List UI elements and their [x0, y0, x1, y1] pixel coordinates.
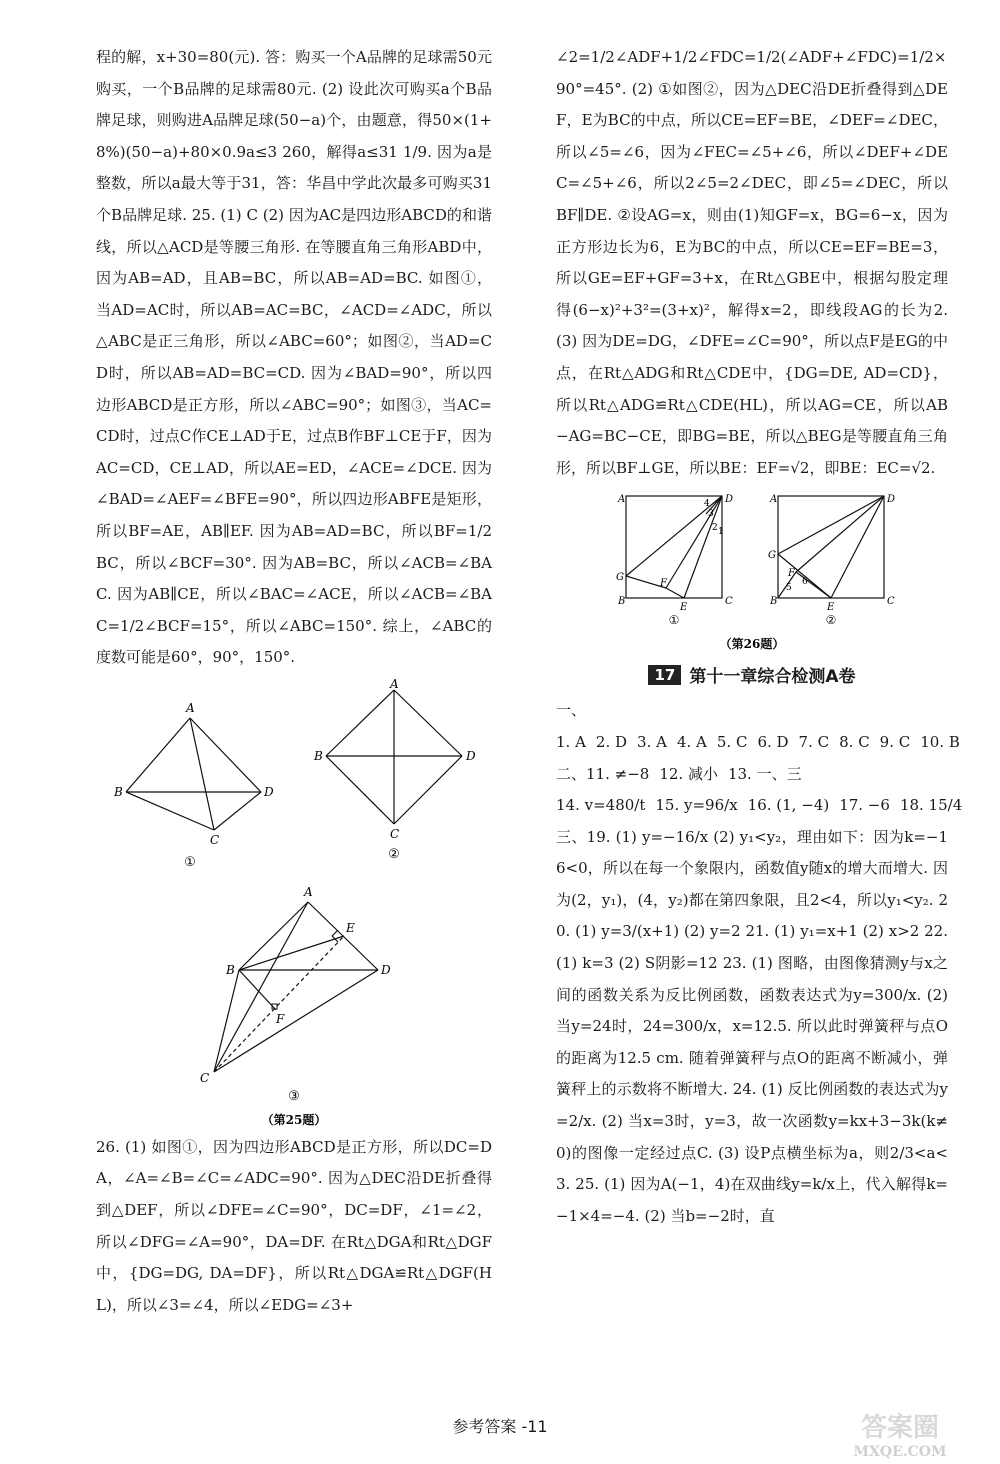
- answer-item: 10. B: [920, 732, 960, 751]
- watermark-logo: [810, 1400, 990, 1460]
- part2-answers: [556, 759, 963, 822]
- answer-item: 14. v=480/t: [556, 796, 646, 815]
- part2-label: 二、: [556, 764, 587, 783]
- svg-text:C: C: [725, 596, 733, 608]
- label-b3: B: [226, 962, 235, 977]
- label-d: D: [264, 784, 274, 799]
- svg-text:G: G: [616, 572, 624, 584]
- answer-item: 9. C: [879, 732, 911, 751]
- answer-text-24-25: 程的解，x+30=80(元). 答：购买一个A品牌的足球需50元购买，一个B品牌的足球需80元. (2) 设此次可购买a个B品牌足球，则购进A品牌足球(50−a)个，由题意，得50×(1+8%)(50−a)+80×0.9a≤3 260，解得a≤31 1/9. 因为a是整数，所以a最大等于31，答：华昌中学此次最多可购买31个B品牌足球. 25. (1) C (2) 因为AC是四边形ABCD的和谐线，所以△ACD是等腰三角形. 在等腰直角三角形ABD中，因为AB=AD，且AB=BC，所以AB=AD=BC. 如图①，当AD=AC时，所以AB=AC=BC，∠ACD=∠ADC，所以△ABC是正三角形，所以∠ABC=60°；如图②，当AD=CD时，所以AB=AD=BC=CD. 因为∠BAD=90°，所以四边形ABCD是正方形，所以∠ABC=90°；如图③，当AC=CD时，过点C作CE⊥AD于E，过点B作BF⊥CE于F，因为AC=CD，CE⊥AD，所以AE=ED，∠ACE=∠DCE. 因为∠BAD=∠AEF=∠BFE=90°，所以四边形ABFE是矩形，所以BF=AE，AB∥EF. 因为AB=AD=BC，所以BF=1/2 BC，所以∠BCF=30°. 因为AB=BC，所以∠ACB=∠BAC. 因为AB∥CE，所以∠BAC=∠ACE，所以∠ACB=∠BAC=1/2∠BCF=15°，所以∠ABC=150°. 综上，∠ABC的度数可能是60°，90°，150°.: [96, 48, 492, 667]
- svg-text:F: F: [788, 568, 795, 580]
- figure-25-1: [126, 718, 261, 830]
- label-e3: E: [346, 920, 355, 935]
- svg-text:D: D: [887, 494, 896, 506]
- svg-text:B: B: [618, 596, 626, 608]
- label-f3: F: [276, 1011, 285, 1026]
- section-header: [556, 662, 948, 687]
- answer-item: 18. 15/4: [899, 796, 963, 815]
- fig26-label-1: ①: [668, 613, 680, 628]
- fig25-label-1: ①: [184, 854, 196, 870]
- answer-item: 17. −6: [839, 796, 890, 815]
- part3-answers: 三、19. (1) y=−16/x (2) y₁<y₂，理由如下：因为k=−16<0，所以在每一个象限内，函数值y随x的增大而增大. 因为(2，y₁)，(4，y₂)都在第四象限，且2<4，所以y₁<y₂. 20. (1) y=3/(x+1) (2) y=2 21. (1) y₁=x+1 (2) x>2 22. (1) k=3 (2) S阴影=12 23. (1) 图略，由图像猜测y与x之间的函数关系为反比例函数，函数表达式为y=300/x. (2) 当y=24时，24=300/x，x=12.5. 所以此时弹簧秤与点O的距离为12.5 cm. 随着弹簧秤与点O的距离不断减小，弹簧秤上的示数将不断增大. 24. (1) 反比例函数的表达式为y=2/x. (2) 当x=3时，y=3，故一次函数y=kx+3−3k(k≠0)的图像一定经过点C. (3) 设P点横坐标为a，则2/3<a<3. 25. (1) 因为A(−1，4)在双曲线y=k/x上，代入解得k=−1×4=−4. (2) 当b=−2时，直: [556, 827, 948, 1225]
- svg-text:G: G: [768, 550, 776, 562]
- label-c: C: [210, 832, 220, 847]
- figure-25-diagrams: [96, 676, 492, 1128]
- answer-item: 13. 一、三: [727, 764, 802, 783]
- label-c2: C: [390, 826, 400, 841]
- answer-item: 7. C: [798, 732, 830, 751]
- label-a: A: [186, 700, 195, 715]
- label-b: B: [114, 784, 123, 799]
- svg-text:F: F: [660, 578, 667, 590]
- label-b2: B: [314, 748, 323, 763]
- part1-answers: [556, 695, 960, 758]
- svg-text:答案圈: 答案圈: [860, 1413, 940, 1443]
- left-column: [96, 42, 492, 1321]
- answer-item: 8. C: [839, 732, 870, 751]
- figure-25: [96, 676, 492, 1132]
- svg-text:5: 5: [786, 583, 792, 594]
- right-column: [556, 42, 963, 1232]
- svg-text:MXQE.COM: MXQE.COM: [853, 1444, 947, 1460]
- page-footer: 参考答案 -11: [452, 1417, 548, 1436]
- part1-label: 一、: [556, 701, 587, 720]
- answer-item: 4. A: [676, 732, 707, 751]
- answer-item: 1. A: [556, 732, 586, 751]
- fig25-label-2: ②: [388, 846, 400, 862]
- label-c3: C: [200, 1070, 210, 1085]
- answer-item: 2. D: [595, 732, 628, 751]
- answer-item: 5. C: [716, 732, 748, 751]
- svg-text:C: C: [887, 596, 895, 608]
- svg-text:E: E: [827, 602, 835, 614]
- figure-25-2: [326, 690, 462, 824]
- svg-text:4: 4: [704, 499, 710, 510]
- svg-text:1: 1: [718, 527, 724, 538]
- answer-text-26: 26. (1) 如图①，因为四边形ABCD是正方形，所以DC=DA，∠A=∠B=∠C=∠ADC=90°. 因为△DEC沿DE折叠得到△DEF，所以∠DFE=∠C=90°，DC=DF，∠1=∠2，所以∠DFG=∠A=90°，DA=DF. 在Rt△DGA和Rt△DGF中，{DG=DG, DA=DF}，所以Rt△DGA≌Rt△DGF(HL)，所以∠3=∠4，所以∠EDG=∠3+: [96, 1137, 492, 1314]
- svg-text:B: B: [770, 596, 778, 608]
- label-d2: D: [466, 748, 476, 763]
- svg-text:A: A: [770, 494, 778, 506]
- fig26-label-2: ②: [825, 613, 837, 628]
- answer-item: 15. y=96/x: [655, 796, 738, 815]
- svg-text:6: 6: [802, 577, 808, 588]
- answer-item: 6. D: [757, 732, 789, 751]
- label-a2: A: [390, 676, 399, 691]
- figure-26-diagrams: [556, 492, 948, 652]
- svg-text:D: D: [725, 494, 734, 506]
- answer-item: 16. (1, −4): [747, 796, 830, 815]
- label-d3: D: [381, 962, 391, 977]
- svg-text:E: E: [680, 602, 688, 614]
- section-title: 第十一章综合检测A卷: [689, 667, 856, 688]
- figure-26: [556, 492, 948, 656]
- svg-text:A: A: [618, 494, 626, 506]
- answer-item: 11. ≠−8: [586, 764, 650, 783]
- svg-text:2: 2: [712, 523, 718, 534]
- fig26-caption: （第26题）: [719, 637, 785, 652]
- fig25-caption: （第25题）: [261, 1112, 327, 1127]
- section-number: 17: [648, 665, 681, 685]
- label-a3: A: [304, 884, 313, 899]
- answer-item: 12. 减小: [659, 764, 718, 783]
- fig25-label-3: ③: [288, 1088, 300, 1104]
- svg-text:3: 3: [708, 509, 714, 520]
- answer-text-26-cont: ∠2=1/2∠ADF+1/2∠FDC=1/2(∠ADF+∠FDC)=1/2×90°=45°. (2) ①如图②，因为△DEC沿DE折叠得到△DEF，E为BC的中点，所以CE=EF=BE，∠DEF=∠DEC，所以∠5=∠6，因为∠FEC=∠5+∠6，所以∠DEF+∠DEC=∠5+∠6，所以2∠5=2∠DEC，即∠5=∠DEC，所以BF∥DE. ②设AG=x，则由(1)知GF=x，BG=6−x，因为正方形边长为6，E为BC的中点，所以CE=EF=BE=3，所以GE=EF+GF=3+x，在Rt△GBE中，根据勾股定理得(6−x)²+3²=(3+x)²，解得x=2，即线段AG的长为2. (3) 因为DE=DG，∠DFE=∠C=90°，所以点F是EG的中点，在Rt△ADG和Rt△CDE中，{DG=DE, AD=CD}，所以Rt△ADG≌Rt△CDE(HL)，所以AG=CE，所以AB−AG=BC−CE，即BG=BE，所以△BEG是等腰直角三角形，所以BF⊥GE，所以BE：EF=√2，即BE：EC=√2.: [556, 48, 948, 477]
- figure-26-2: [778, 496, 884, 598]
- answer-item: 3. A: [637, 732, 667, 751]
